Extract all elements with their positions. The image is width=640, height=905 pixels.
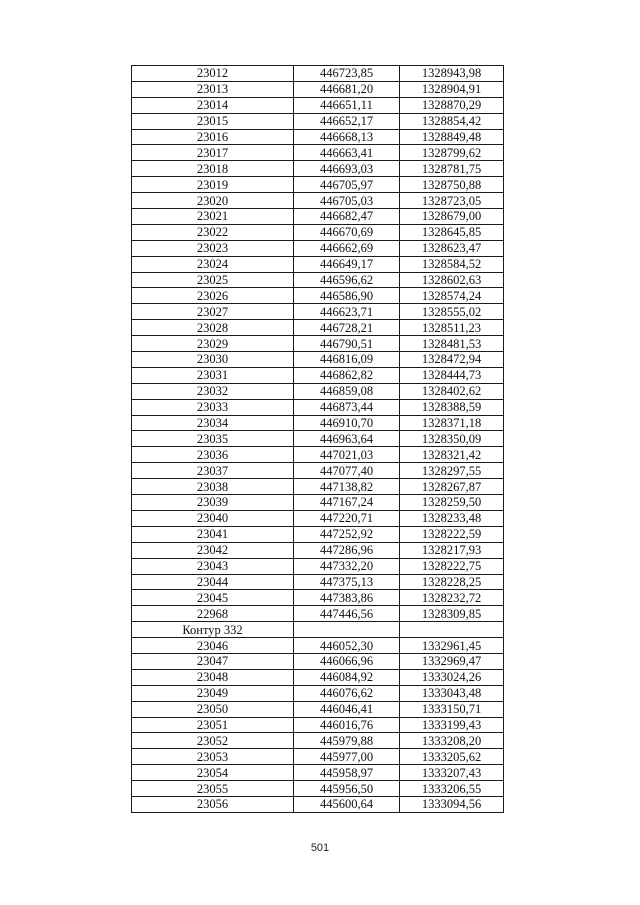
y-coordinate-cell [400, 622, 504, 638]
x-coordinate-cell: 447021,03 [294, 447, 400, 463]
table-row [132, 399, 504, 415]
table-row [132, 717, 504, 733]
point-id-cell: 23050 [132, 701, 294, 717]
x-coordinate-cell: 446052,30 [294, 638, 400, 654]
table-row [132, 320, 504, 336]
x-coordinate-cell: 445958,97 [294, 765, 400, 781]
y-coordinate-cell: 1328444,73 [400, 367, 504, 383]
table-row [132, 288, 504, 304]
point-id-cell: 23046 [132, 638, 294, 654]
point-id-cell: 23054 [132, 765, 294, 781]
table-row [132, 447, 504, 463]
table-row [132, 558, 504, 574]
point-id-cell: 23023 [132, 240, 294, 256]
y-coordinate-cell: 1328232,72 [400, 590, 504, 606]
y-coordinate-cell: 1328645,85 [400, 224, 504, 240]
y-coordinate-cell: 1328679,00 [400, 209, 504, 225]
y-coordinate-cell: 1328870,29 [400, 97, 504, 113]
table-row [132, 193, 504, 209]
y-coordinate-cell: 1328402,62 [400, 383, 504, 399]
table-row [132, 653, 504, 669]
x-coordinate-cell: 446728,21 [294, 320, 400, 336]
table-row [132, 209, 504, 225]
point-id-cell: 23045 [132, 590, 294, 606]
x-coordinate-cell: 446016,76 [294, 717, 400, 733]
point-id-cell: 23053 [132, 749, 294, 765]
table-row [132, 685, 504, 701]
y-coordinate-cell: 1328555,02 [400, 304, 504, 320]
y-coordinate-cell: 1333024,26 [400, 669, 504, 685]
y-coordinate-cell: 1333150,71 [400, 701, 504, 717]
point-id-cell: 23052 [132, 733, 294, 749]
x-coordinate-cell: 447332,20 [294, 558, 400, 574]
y-coordinate-cell: 1328472,94 [400, 352, 504, 368]
point-id-cell: 23017 [132, 145, 294, 161]
x-coordinate-cell: 446910,70 [294, 415, 400, 431]
y-coordinate-cell: 1333094,56 [400, 796, 504, 812]
x-coordinate-cell: 446649,17 [294, 256, 400, 272]
y-coordinate-cell: 1328233,48 [400, 510, 504, 526]
x-coordinate-cell [294, 622, 400, 638]
x-coordinate-cell: 447138,82 [294, 479, 400, 495]
point-id-cell: Контур 332 [132, 622, 294, 638]
table-row [132, 367, 504, 383]
point-id-cell: 23055 [132, 781, 294, 797]
point-id-cell: 23012 [132, 66, 294, 82]
x-coordinate-cell: 447220,71 [294, 510, 400, 526]
point-id-cell: 23033 [132, 399, 294, 415]
x-coordinate-cell: 446651,11 [294, 97, 400, 113]
x-coordinate-cell: 446723,85 [294, 66, 400, 82]
y-coordinate-cell: 1328781,75 [400, 161, 504, 177]
x-coordinate-cell: 447167,24 [294, 495, 400, 511]
y-coordinate-cell: 1328222,75 [400, 558, 504, 574]
y-coordinate-cell: 1333206,55 [400, 781, 504, 797]
x-coordinate-cell: 446663,41 [294, 145, 400, 161]
table-row [132, 701, 504, 717]
table-row [132, 781, 504, 797]
table-row [132, 161, 504, 177]
table-row [132, 383, 504, 399]
point-id-cell: 23028 [132, 320, 294, 336]
x-coordinate-cell: 446790,51 [294, 336, 400, 352]
x-coordinate-cell: 445600,64 [294, 796, 400, 812]
y-coordinate-cell: 1328309,85 [400, 606, 504, 622]
table-row [132, 336, 504, 352]
y-coordinate-cell: 1333205,62 [400, 749, 504, 765]
point-id-cell: 23040 [132, 510, 294, 526]
table-row [132, 526, 504, 542]
y-coordinate-cell: 1333199,43 [400, 717, 504, 733]
y-coordinate-cell: 1328623,47 [400, 240, 504, 256]
point-id-cell: 23030 [132, 352, 294, 368]
y-coordinate-cell: 1328350,09 [400, 431, 504, 447]
table-row [132, 622, 504, 638]
page-number: 501 [310, 842, 330, 854]
y-coordinate-cell: 1328217,93 [400, 542, 504, 558]
x-coordinate-cell: 446681,20 [294, 81, 400, 97]
table-row [132, 97, 504, 113]
y-coordinate-cell: 1328602,63 [400, 272, 504, 288]
table-row [132, 765, 504, 781]
point-id-cell: 23035 [132, 431, 294, 447]
y-coordinate-cell: 1333208,20 [400, 733, 504, 749]
table-row [132, 304, 504, 320]
coordinates-table [131, 65, 504, 813]
table-row [132, 479, 504, 495]
x-coordinate-cell: 446046,41 [294, 701, 400, 717]
x-coordinate-cell: 446816,09 [294, 352, 400, 368]
point-id-cell: 23022 [132, 224, 294, 240]
table-row [132, 606, 504, 622]
point-id-cell: 23024 [132, 256, 294, 272]
x-coordinate-cell: 446668,13 [294, 129, 400, 145]
x-coordinate-cell: 447383,86 [294, 590, 400, 606]
x-coordinate-cell: 447286,96 [294, 542, 400, 558]
x-coordinate-cell: 446873,44 [294, 399, 400, 415]
point-id-cell: 23049 [132, 685, 294, 701]
y-coordinate-cell: 1328904,91 [400, 81, 504, 97]
point-id-cell: 23014 [132, 97, 294, 113]
x-coordinate-cell: 446662,69 [294, 240, 400, 256]
y-coordinate-cell: 1333207,43 [400, 765, 504, 781]
y-coordinate-cell: 1328481,53 [400, 336, 504, 352]
x-coordinate-cell: 446652,17 [294, 113, 400, 129]
y-coordinate-cell: 1328321,42 [400, 447, 504, 463]
point-id-cell: 23036 [132, 447, 294, 463]
point-id-cell: 23029 [132, 336, 294, 352]
point-id-cell: 23019 [132, 177, 294, 193]
y-coordinate-cell: 1328943,98 [400, 66, 504, 82]
x-coordinate-cell: 447446,56 [294, 606, 400, 622]
x-coordinate-cell: 446596,62 [294, 272, 400, 288]
coordinates-table-body [132, 66, 504, 813]
y-coordinate-cell: 1328511,23 [400, 320, 504, 336]
x-coordinate-cell: 445956,50 [294, 781, 400, 797]
x-coordinate-cell: 446084,92 [294, 669, 400, 685]
table-row [132, 495, 504, 511]
x-coordinate-cell: 446623,71 [294, 304, 400, 320]
x-coordinate-cell: 446963,64 [294, 431, 400, 447]
point-id-cell: 23048 [132, 669, 294, 685]
table-row [132, 463, 504, 479]
point-id-cell: 23041 [132, 526, 294, 542]
table-row [132, 510, 504, 526]
x-coordinate-cell: 447077,40 [294, 463, 400, 479]
table-row [132, 224, 504, 240]
point-id-cell: 23031 [132, 367, 294, 383]
point-id-cell: 22968 [132, 606, 294, 622]
x-coordinate-cell: 446705,03 [294, 193, 400, 209]
x-coordinate-cell: 446066,96 [294, 653, 400, 669]
y-coordinate-cell: 1328854,42 [400, 113, 504, 129]
table-row [132, 431, 504, 447]
point-id-cell: 23039 [132, 495, 294, 511]
y-coordinate-cell: 1328574,24 [400, 288, 504, 304]
x-coordinate-cell: 446670,69 [294, 224, 400, 240]
x-coordinate-cell: 446682,47 [294, 209, 400, 225]
table-row [132, 177, 504, 193]
y-coordinate-cell: 1328267,87 [400, 479, 504, 495]
y-coordinate-cell: 1332961,45 [400, 638, 504, 654]
table-row [132, 796, 504, 812]
point-id-cell: 23038 [132, 479, 294, 495]
table-row [132, 145, 504, 161]
y-coordinate-cell: 1328222,59 [400, 526, 504, 542]
table-row [132, 542, 504, 558]
point-id-cell: 23013 [132, 81, 294, 97]
point-id-cell: 23051 [132, 717, 294, 733]
table-row [132, 638, 504, 654]
x-coordinate-cell: 446859,08 [294, 383, 400, 399]
x-coordinate-cell: 446862,82 [294, 367, 400, 383]
point-id-cell: 23021 [132, 209, 294, 225]
point-id-cell: 23043 [132, 558, 294, 574]
x-coordinate-cell: 445979,88 [294, 733, 400, 749]
point-id-cell: 23047 [132, 653, 294, 669]
y-coordinate-cell: 1328388,59 [400, 399, 504, 415]
point-id-cell: 23042 [132, 542, 294, 558]
x-coordinate-cell: 445977,00 [294, 749, 400, 765]
x-coordinate-cell: 447375,13 [294, 574, 400, 590]
point-id-cell: 23026 [132, 288, 294, 304]
y-coordinate-cell: 1328723,05 [400, 193, 504, 209]
point-id-cell: 23044 [132, 574, 294, 590]
point-id-cell: 23056 [132, 796, 294, 812]
y-coordinate-cell: 1328584,52 [400, 256, 504, 272]
point-id-cell: 23027 [132, 304, 294, 320]
x-coordinate-cell: 446705,97 [294, 177, 400, 193]
table-row [132, 129, 504, 145]
y-coordinate-cell: 1328228,25 [400, 574, 504, 590]
x-coordinate-cell: 447252,92 [294, 526, 400, 542]
table-row [132, 66, 504, 82]
point-id-cell: 23037 [132, 463, 294, 479]
y-coordinate-cell: 1328259,50 [400, 495, 504, 511]
table-row [132, 574, 504, 590]
x-coordinate-cell: 446076,62 [294, 685, 400, 701]
table-row [132, 81, 504, 97]
y-coordinate-cell: 1328297,55 [400, 463, 504, 479]
table-row [132, 272, 504, 288]
x-coordinate-cell: 446693,03 [294, 161, 400, 177]
point-id-cell: 23034 [132, 415, 294, 431]
table-row [132, 733, 504, 749]
point-id-cell: 23016 [132, 129, 294, 145]
table-row [132, 415, 504, 431]
point-id-cell: 23020 [132, 193, 294, 209]
y-coordinate-cell: 1328371,18 [400, 415, 504, 431]
table-row [132, 240, 504, 256]
y-coordinate-cell: 1328799,62 [400, 145, 504, 161]
point-id-cell: 23018 [132, 161, 294, 177]
table-row [132, 669, 504, 685]
x-coordinate-cell: 446586,90 [294, 288, 400, 304]
y-coordinate-cell: 1333043,48 [400, 685, 504, 701]
table-row [132, 113, 504, 129]
y-coordinate-cell: 1328750,88 [400, 177, 504, 193]
y-coordinate-cell: 1332969,47 [400, 653, 504, 669]
point-id-cell: 23025 [132, 272, 294, 288]
y-coordinate-cell: 1328849,48 [400, 129, 504, 145]
table-row [132, 590, 504, 606]
point-id-cell: 23032 [132, 383, 294, 399]
table-row [132, 256, 504, 272]
table-row [132, 352, 504, 368]
point-id-cell: 23015 [132, 113, 294, 129]
table-row [132, 749, 504, 765]
